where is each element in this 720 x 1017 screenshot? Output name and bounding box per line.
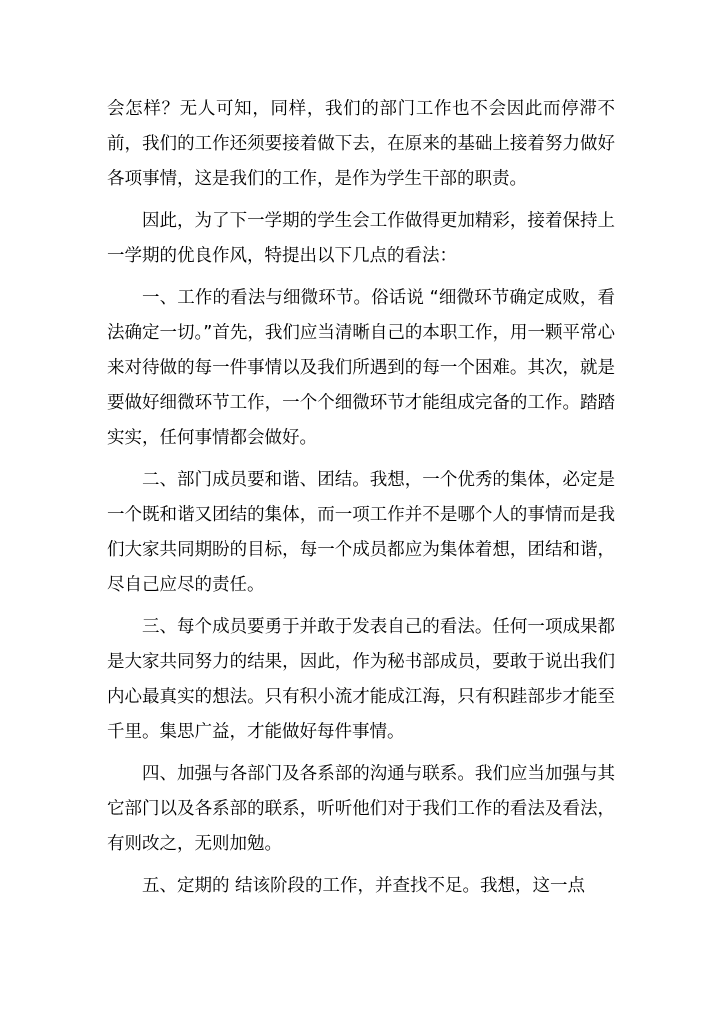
paragraph-intro: 因此，为了下一学期的学生会工作做得更加精彩，接着保持上一学期的优良作风，特提出以下几点的看法： [107,211,615,266]
paragraph-point-5: 五、定期的 结该阶段的工作，并查找不足。我想，这一点 [142,876,586,896]
paragraph-continuation: 会怎样？无人可知，同样，我们的部门工作也不会因此而停滞不前，我们的工作还须要接着做下去，在原来的基础上接着努力做好各项事情，这是我们的工作，是作为学生干部的职责。 [107,99,615,189]
paragraph-point-4: 四、加强与各部门及各系部的沟通与联系。我们应当加强与其它部门以及各系部的联系，听听他们对于我们工作的看法及看法，有则改之，无则加勉。 [107,764,615,854]
paragraph-point-1: 一、工作的看法与细微环节。俗话说 “细微环节确定成败，看法确定一切。”首先，我们应当清晰自己的本职工作，用一颗平常心来对待做的每一件事情以及我们所遇到的每一个困难。其次，就是要做好细微环节工作，一个个细微环节才能组成完备的工作。踏踏实实，任何事情都会做好。 [107,288,615,448]
paragraph-point-2: 二、部门成员要和谐、团结。我想，一个优秀的集体，必定是一个既和谐又团结的集体，而一项工作并不是哪个人的事情而是我们大家共同期盼的目标，每一个成员都应为集体着想，团结和谐，尽自己应尽的责任。 [107,470,615,595]
paragraph-point-3: 三、每个成员要勇于并敢于发表自己的看法。任何一项成果都是大家共同努力的结果，因此，作为秘书部成员，要敢于说出我们内心最真实的想法。只有积小流才能成江海，只有积跬部步才能至千里。集思广益，才能做好每件事情。 [107,617,615,742]
document-body [107,92,615,911]
